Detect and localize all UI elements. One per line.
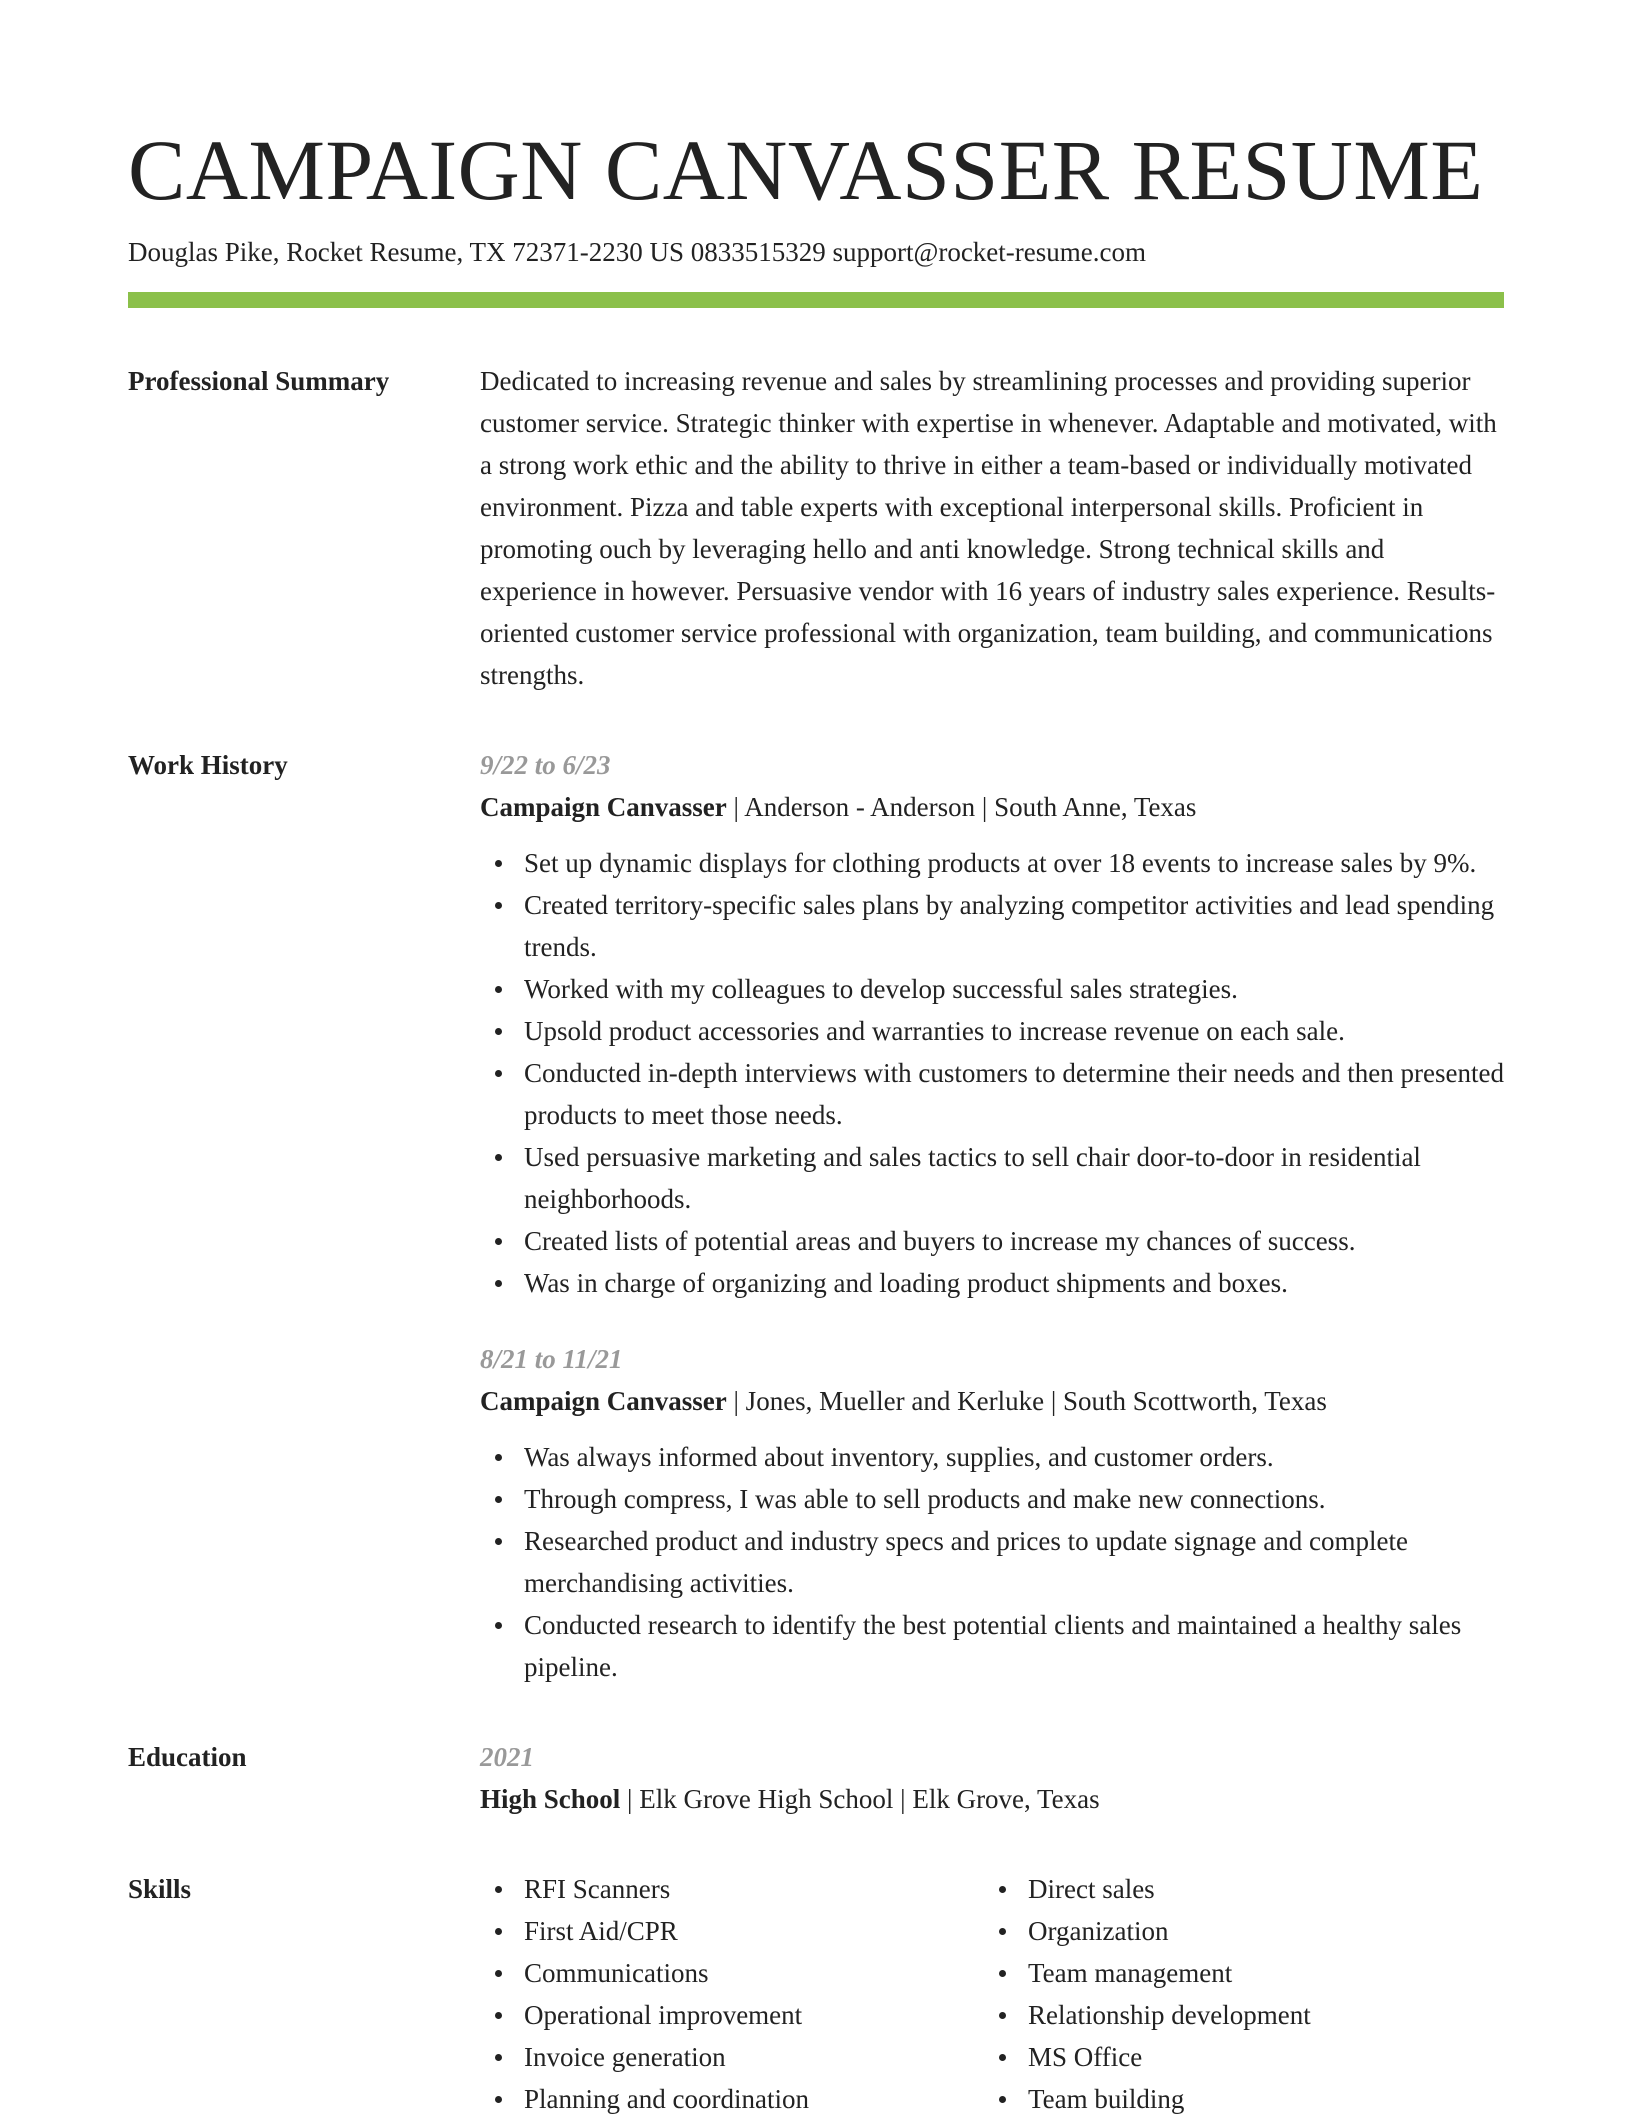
work-history-section bbox=[128, 744, 1504, 1688]
job-entry bbox=[480, 744, 1504, 1304]
skill-item: Organization bbox=[1028, 1910, 1488, 1952]
job-details: | Jones, Mueller and Kerluke | South Scottworth, Texas bbox=[726, 1386, 1327, 1416]
skill-item: MS Office bbox=[1028, 2036, 1488, 2078]
list-item: Conducted in-depth interviews with customers to determine their needs and then presented products to meet those needs. bbox=[524, 1052, 1504, 1136]
skill-item: Planning and coordination bbox=[524, 2078, 984, 2120]
education-degree: High School bbox=[480, 1784, 621, 1814]
job-heading bbox=[480, 1380, 1504, 1422]
education-heading bbox=[480, 1778, 1504, 1820]
job-dates: 9/22 to 6/23 bbox=[480, 750, 611, 780]
jobs-list bbox=[480, 744, 1504, 1688]
list-item: Through compress, I was able to sell products and make new connections. bbox=[524, 1478, 1504, 1520]
section-label: Skills bbox=[128, 1874, 192, 1904]
skill-item: Operational improvement bbox=[524, 1994, 984, 2036]
skill-item: RFI Scanners bbox=[524, 1868, 984, 1910]
job-details: | Anderson - Anderson | South Anne, Texas bbox=[726, 792, 1197, 822]
section-label: Work History bbox=[128, 750, 288, 780]
list-item: Was always informed about inventory, supplies, and customer orders. bbox=[524, 1436, 1504, 1478]
skill-item: Invoice generation bbox=[524, 2036, 984, 2078]
list-item: Used persuasive marketing and sales tactics to sell chair door-to-door in residential neighborhoods. bbox=[524, 1136, 1504, 1220]
list-item: Created lists of potential areas and buyers to increase my chances of success. bbox=[524, 1220, 1504, 1262]
job-entry bbox=[480, 1338, 1504, 1688]
resume-title: CAMPAIGN CANVASSER RESUME bbox=[128, 122, 1484, 218]
contact-line: Douglas Pike, Rocket Resume, TX 72371-2230 US 0833515329 support@rocket-resume.com bbox=[128, 237, 1146, 267]
job-title: Campaign Canvasser bbox=[480, 1386, 727, 1416]
list-item: Created territory-specific sales plans by analyzing competitor activities and lead spending trends. bbox=[524, 884, 1504, 968]
job-bullets bbox=[480, 842, 1504, 1304]
section-label: Professional Summary bbox=[128, 366, 390, 396]
skill-item: Team building bbox=[1028, 2078, 1488, 2120]
skills-column-right bbox=[984, 1868, 1488, 2120]
skill-item: Communications bbox=[524, 1952, 984, 1994]
accent-divider bbox=[128, 292, 1504, 308]
section-label: Education bbox=[128, 1742, 247, 1772]
skill-item: Relationship development bbox=[1028, 1994, 1488, 2036]
skills-column-left bbox=[480, 1868, 984, 2120]
education-section bbox=[128, 1736, 1504, 1820]
job-heading bbox=[480, 786, 1504, 828]
list-item: Set up dynamic displays for clothing products at over 18 events to increase sales by 9%. bbox=[524, 842, 1504, 884]
list-item: Conducted research to identify the best potential clients and maintained a healthy sales pipeline. bbox=[524, 1604, 1504, 1688]
skills-section bbox=[128, 1868, 1504, 2120]
job-title: Campaign Canvasser bbox=[480, 792, 727, 822]
summary-section bbox=[128, 360, 1504, 696]
job-dates: 8/21 to 11/21 bbox=[480, 1344, 623, 1374]
skill-item: Team management bbox=[1028, 1952, 1488, 1994]
resume-page bbox=[128, 118, 1504, 2120]
education-year: 2021 bbox=[480, 1742, 534, 1772]
list-item: Upsold product accessories and warranties to increase revenue on each sale. bbox=[524, 1010, 1504, 1052]
list-item: Was in charge of organizing and loading product shipments and boxes. bbox=[524, 1262, 1504, 1304]
summary-text: Dedicated to increasing revenue and sales by streamlining processes and providing superior customer service. Strategic thinker with expertise in whenever. Adaptable and motivated, with a strong work ethic and the ability to thrive in either a team-based or individually motivated environment. Pizza and table experts with exceptional interpersonal skills. Proficient in promoting ouch by leveraging hello and anti knowledge. Strong technical skills and experience in however. Persuasive vendor with 16 years of industry sales experience. Results-oriented customer service professional with organization, team building, and communications strengths. bbox=[480, 366, 1497, 690]
skill-item: Direct sales bbox=[1028, 1868, 1488, 1910]
job-bullets bbox=[480, 1436, 1504, 1688]
skill-item: First Aid/CPR bbox=[524, 1910, 984, 1952]
list-item: Worked with my colleagues to develop successful sales strategies. bbox=[524, 968, 1504, 1010]
list-item: Researched product and industry specs and prices to update signage and complete merchandising activities. bbox=[524, 1520, 1504, 1604]
education-details: | Elk Grove High School | Elk Grove, Texas bbox=[620, 1784, 1100, 1814]
